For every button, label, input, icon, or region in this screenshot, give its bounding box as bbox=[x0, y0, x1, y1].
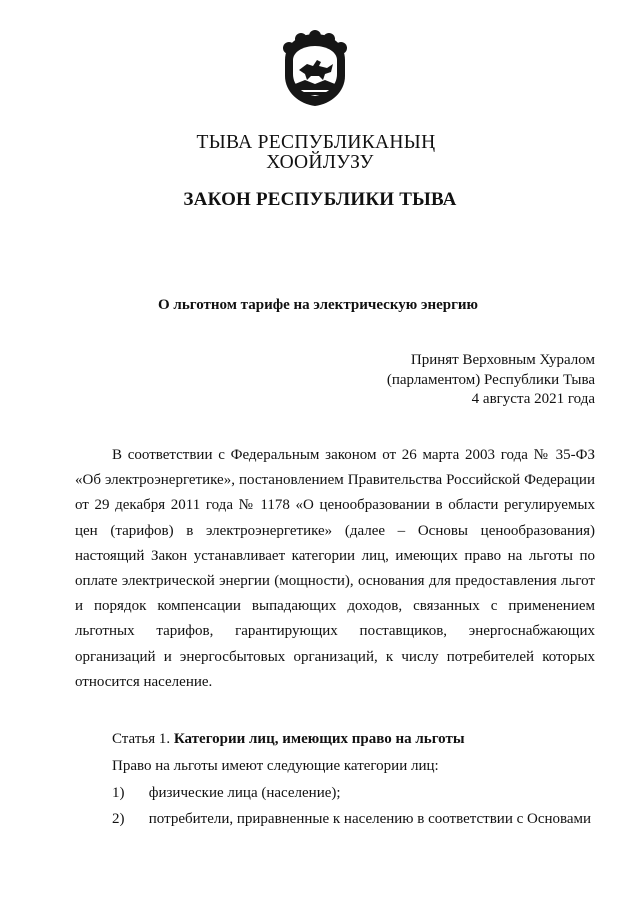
list-item bbox=[112, 785, 341, 802]
adoption-line-1: Принят Верховным Хуралом bbox=[410, 352, 595, 368]
list-item-text: потребители, приравненные к населению в соответствии с Основами bbox=[148, 811, 592, 827]
adoption-line-2: (парламентом) Республики Тыва bbox=[386, 371, 595, 388]
article-intro: Право на льготы имеют следующие категории лиц: bbox=[112, 758, 439, 774]
list-item-number: 1) bbox=[112, 785, 125, 801]
adoption-date: 4 августа 2021 года bbox=[471, 391, 595, 407]
list-item-text: физические лица (население); bbox=[148, 785, 341, 801]
list-item-number: 2) bbox=[112, 811, 125, 827]
republic-of-tuva-emblem-icon bbox=[279, 30, 351, 108]
article-prefix: Статья 1. bbox=[112, 731, 171, 747]
adoption-block bbox=[387, 351, 595, 410]
article-heading bbox=[112, 731, 465, 748]
preamble-paragraph: В соответствии с Федеральным законом от 26 марта 2003 года № 35-ФЗ «Об электроэнергетике», постановлением Правительства Российской Федерации от 29 декабря 2011 года № 1178 «О ценообразовании в области регулируемых цен (тарифов) в электроэнергетике» (далее – Основы ценообразования) настоящий Закон устанавливает категории лиц, имеющих право на льготы по оплате электрической энергии (мощности), основания для предоставления льгот и порядок компенсации выпадающих доходов, связанных с применением льготных тарифов, гарантирующих поставщиков, энергоснабжающих организаций и энергосбытовых организаций, к числу потребителей которых относится население. bbox=[75, 447, 595, 690]
header-line-1: ТЫВА РЕСПУБЛИКАНЫҢ bbox=[196, 132, 436, 153]
article-title: Категории лиц, имеющих право на льготы bbox=[173, 731, 465, 747]
law-title: ЗАКОН РЕСПУБЛИКИ ТЫВА bbox=[183, 189, 457, 210]
header-line-2: ХООЙЛУЗУ bbox=[266, 152, 374, 173]
document-subject: О льготном тарифе на электрическую энергию bbox=[157, 297, 479, 313]
list-item bbox=[112, 811, 591, 828]
